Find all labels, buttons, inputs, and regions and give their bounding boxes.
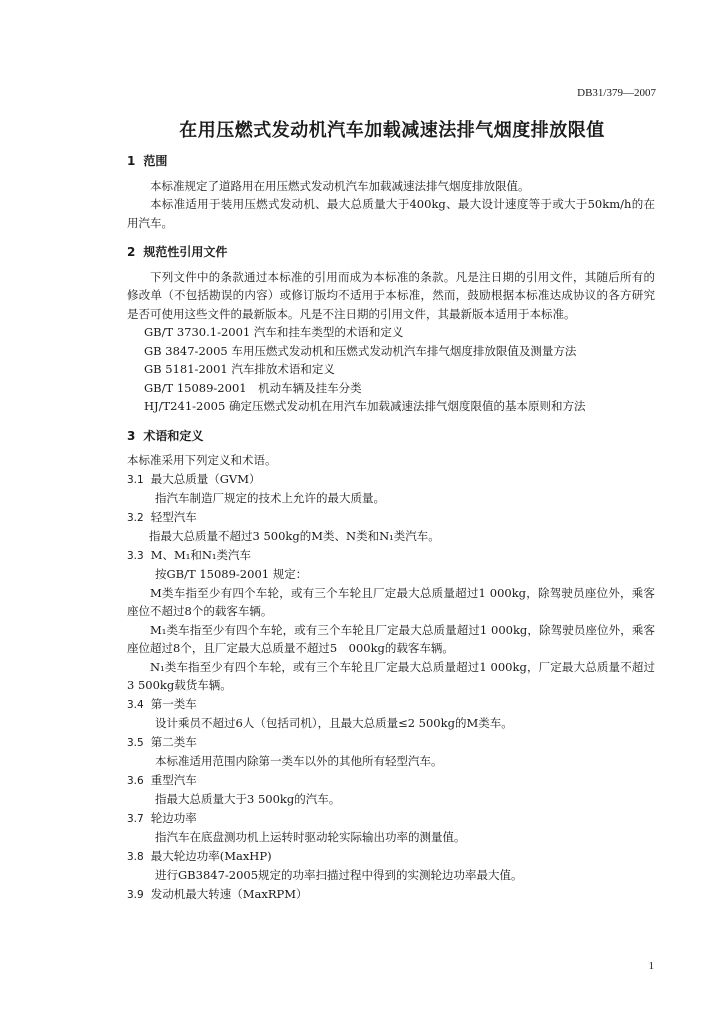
reference-item: HJ/T241-2005 确定压燃式发动机在用汽车加载减速法排气烟度限值的基本原则和方法 bbox=[144, 399, 586, 413]
term-label: 轻型汽车 bbox=[150, 509, 197, 524]
definition-term bbox=[127, 470, 655, 490]
term-label: 最大总质量（GVM） bbox=[150, 471, 261, 486]
definition-number: 3.6 bbox=[127, 774, 144, 787]
standard-code: DB31/379—2007 bbox=[577, 87, 656, 99]
term-label: 轮边功率 bbox=[150, 810, 197, 825]
section-title: 术语和定义 bbox=[143, 428, 204, 443]
paragraph: 本标准采用下列定义和术语。 bbox=[127, 453, 277, 467]
definition-text: M₁类车指至少有四个车轮，或有三个车轮且厂定最大总质量超过1 000kg，除驾驶员座位外，乘客座位超过8个，且厂定最大总质量不超过5 000kg的载客车辆。 bbox=[127, 622, 655, 655]
term-label: M、M₁和N₁类汽车 bbox=[150, 547, 252, 562]
section-number: 2 bbox=[127, 245, 136, 259]
definition-term bbox=[127, 695, 655, 715]
definition-number: 3.9 bbox=[127, 888, 144, 901]
term-label: 第一类车 bbox=[150, 696, 197, 711]
definition-term bbox=[127, 847, 655, 867]
definition-text: 设计乘员不超过6人（包括司机），且最大总质量≤2 500kg的M类车。 bbox=[155, 716, 513, 730]
paragraph: 下列文件中的条款通过本标准的引用而成为本标准的条款。凡是注日期的引用文件，其随后所有的修改单（不包括勘误的内容）或修订版均不适用于本标准，然而，鼓励根据本标准达成协议的各方研究是否可使用这些文件的最新版本。凡是不注日期的引用文件，其最新版本适用于本标准。 bbox=[127, 269, 655, 321]
term-label: 发动机最大转速（MaxRPM） bbox=[150, 886, 308, 901]
definition-text: M类车指至少有四个车轮，或有三个车轮且厂定最大总质量超过1 000kg，除驾驶员座位外，乘客座位不超过8个的载客车辆。 bbox=[127, 585, 655, 618]
definition-text: 按GB/T 15089-2001 规定： bbox=[155, 567, 308, 581]
definition-term bbox=[127, 546, 655, 566]
section-title: 范围 bbox=[143, 154, 168, 168]
paragraph: 本标准规定了道路用在用压燃式发动机汽车加载减速法排气烟度排放限值。 bbox=[150, 178, 530, 193]
definition-number: 3.4 bbox=[127, 698, 144, 711]
document-body bbox=[127, 152, 655, 904]
definition-term bbox=[127, 885, 655, 905]
definition-number: 3.7 bbox=[127, 812, 144, 825]
definition-term bbox=[127, 733, 655, 753]
section-1-heading bbox=[127, 152, 655, 171]
section-title: 规范性引用文件 bbox=[143, 245, 228, 259]
section-number: 3 bbox=[127, 428, 136, 443]
definition-number: 3.1 bbox=[127, 473, 144, 486]
section-number: 1 bbox=[127, 154, 136, 168]
reference-item: GB/T 3730.1-2001 汽车和挂车类型的术语和定义 bbox=[144, 325, 404, 339]
term-label: 最大轮边功率(MaxHP) bbox=[150, 848, 272, 863]
reference-item: GB 5181-2001 汽车排放术语和定义 bbox=[144, 362, 335, 376]
definition-text: 指汽车制造厂规定的技术上允许的最大质量。 bbox=[155, 491, 385, 505]
term-label: 第二类车 bbox=[150, 734, 197, 749]
section-3-heading bbox=[127, 427, 655, 446]
definition-term bbox=[127, 809, 655, 829]
definition-number: 3.5 bbox=[127, 736, 144, 749]
document-title: 在用压燃式发动机汽车加载减速法排气烟度排放限值 bbox=[179, 120, 605, 141]
definition-term bbox=[127, 508, 655, 528]
definition-number: 3.8 bbox=[127, 850, 144, 863]
definition-text: 指最大总质量不超过3 500kg的M类、N类和N₁类汽车。 bbox=[149, 529, 440, 543]
definition-text: 本标准适用范围内除第一类车以外的其他所有轻型汽车。 bbox=[155, 754, 443, 768]
definition-number: 3.2 bbox=[127, 511, 144, 524]
term-label: 重型汽车 bbox=[150, 772, 197, 787]
reference-item: GB/T 15089-2001 机动车辆及挂车分类 bbox=[144, 380, 362, 395]
definition-text: 指汽车在底盘测功机上运转时驱动轮实际输出功率的测量值。 bbox=[155, 830, 466, 844]
section-2-heading bbox=[127, 243, 655, 262]
paragraph: 本标准适用于装用压燃式发动机、最大总质量大于400kg、最大设计速度等于或大于50km/h的在用汽车。 bbox=[127, 197, 655, 230]
definition-term bbox=[127, 771, 655, 791]
page-number: 1 bbox=[648, 960, 654, 972]
reference-item: GB 3847-2005 车用压燃式发动机和压燃式发动机汽车排气烟度排放限值及测量方法 bbox=[144, 343, 577, 358]
definition-text: 指最大总质量大于3 500kg的汽车。 bbox=[155, 792, 341, 806]
definition-text: 进行GB3847-2005规定的功率扫描过程中得到的实测轮边功率最大值。 bbox=[155, 868, 523, 882]
definition-number: 3.3 bbox=[127, 549, 144, 562]
definition-text: N₁类车指至少有四个车轮，或有三个车轮且厂定最大总质量超过1 000kg，厂定最大总质量不超过3 500kg载货车辆。 bbox=[127, 659, 655, 692]
